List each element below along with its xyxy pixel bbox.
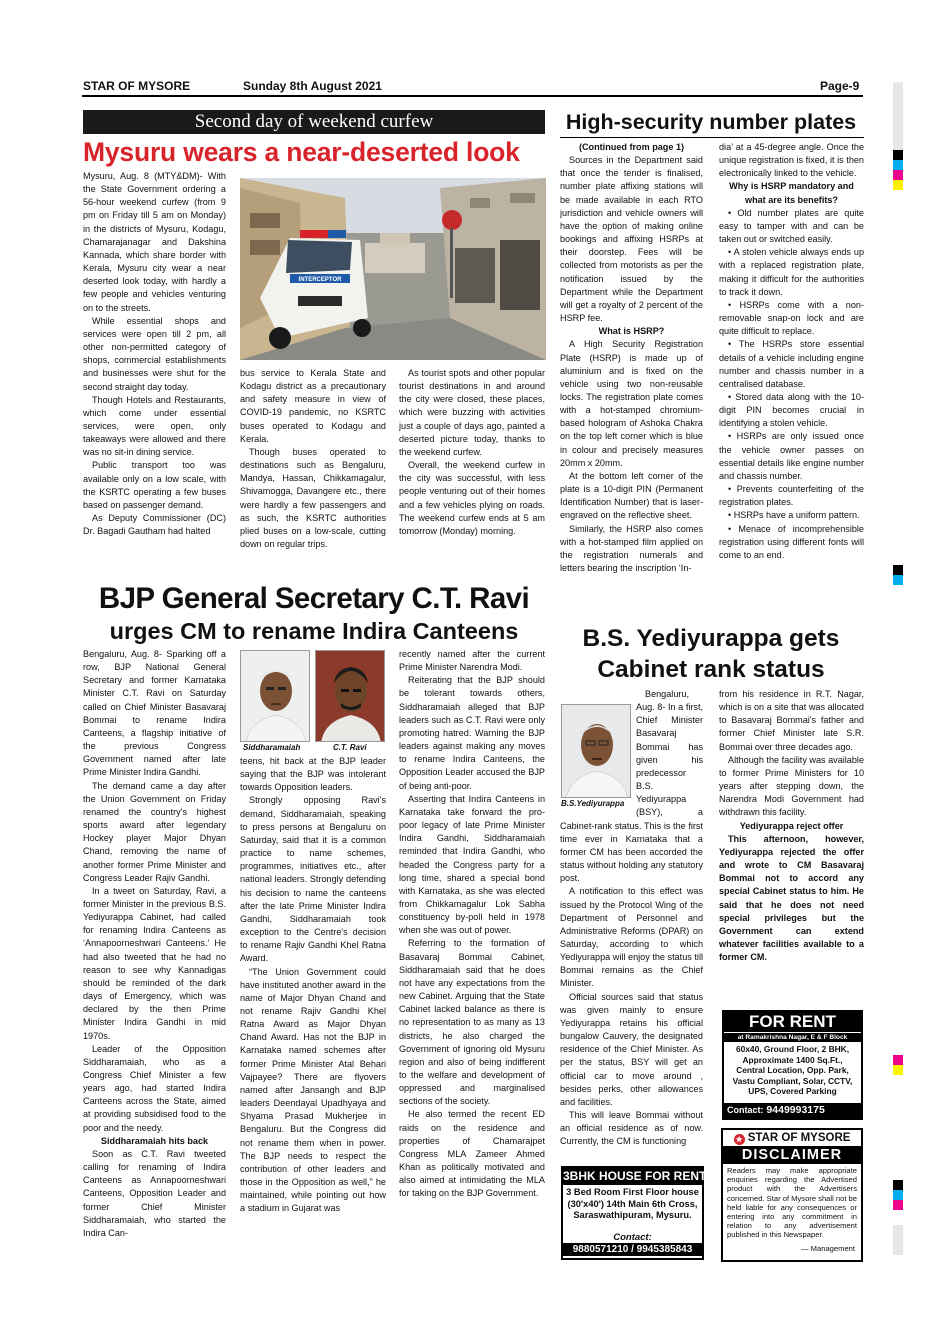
story1-paragraph: As tourist spots and other popular tourist destinations in and around the city were closed, these places, which were buzzing with activities just a couple of days ago, painted a deserted picture today, thanks to the weekend curfew. <box>399 368 545 457</box>
story4-headline-1: B.S. Yediyurappa gets <box>582 625 840 652</box>
story2-column-2 <box>240 755 386 1268</box>
story2-paragraph: teens, hit back at the BJP leader saying that the BJP was intolerant towards Opposition leaders. <box>240 756 386 793</box>
story3-paragraph: A High Security Registration Plate (HSRP) is made up of aluminium and is fixed on the vehicle using two non-reusable locks. The registration plate comes with a hot-stamped chromium-based hologram of Ashoka Chakra on the top left corner which is blue in colour and precisely measures 20mm x 20mm. <box>560 339 703 468</box>
story1-paragraph: As Deputy Commissioner (DC) Dr. Bagadi Gautham had halted <box>83 513 226 537</box>
for-rent-phone[interactable]: 9449993175 <box>766 1104 825 1116</box>
story3-bullet: • Stored data along with the 10-digit PIN becomes crucial in identifying a stolen vehicle. <box>719 391 864 429</box>
story2-paragraph: Referring to the formation of Basavaraj Bommai Cabinet, Siddharamaiah said that he does not have any expectations from the new Cabinet. Arguing that the State Cabinet lacked balance as there is no representation to as many as 13 districts, he also charged the Government of ignoring old Mysuru region and also of being indifferent to the welfare and development of oppressed and marginalised sections of the society. <box>399 938 545 1107</box>
disclaimer-text: Readers may make appropriate enquiries regarding the Advertised product with the Advertisers concerned. Star of Mysore shall not be held liable for any consequences or entering into any commitment in relation to any advertisement published in this Newspaper. <box>727 1166 858 1240</box>
3bhk-title: 3BHK HOUSE FOR RENT <box>563 1169 707 1183</box>
3bhk-ad <box>561 1166 707 1260</box>
registration-swatch-yellow <box>893 180 903 190</box>
disclaimer-box <box>721 1128 863 1262</box>
story1-paragraph: Though buses operated to destinations such as Bengaluru, Mandya, Hassan, Chikkamagalur, Shivamogga, Davangere etc., there were hardly a few passengers and as such, the KSRTC authorities plied buses on a low-scale, cutting down on regular trips. <box>240 446 386 550</box>
3bhk-contact-label: Contact: <box>613 1232 652 1243</box>
ct-ravi-caption: C.T. Ravi <box>333 743 367 752</box>
story1-paragraph: While essential shops and services were open till 2 pm, all other non-permitted category of shops, commercial establishments and businesses were shut for the second straight day today. <box>83 315 226 392</box>
registration-swatch-magenta <box>893 1055 903 1065</box>
story3-bullet: • Prevents counterfeiting of the registration plates. <box>719 484 864 508</box>
story3-bullet: • HSRPs come with a non-removable snap-on lock and are quite difficult to replace. <box>719 299 864 337</box>
masthead-date: Sunday 8th August 2021 <box>243 79 382 93</box>
story2-paragraph: Reiterating that the BJP should be tolerant towards others, Siddharamaiah alleged that BJP leaders such as C.T. Ravi were only promoting hatred. Warning the BJP leaders against making any moves to rename Indira Canteens, the Opposition Leader accused the BJP of being anti-poor. <box>399 675 545 791</box>
story4-paragraph: Official sources said that status was given mainly to ensure Yediyurappa retains his official bungalow Cauvery, the designated residence of the Chief Minister. As per the status, BSY will get an official car to move around , besides perks, other allowances and facilities. <box>560 991 703 1107</box>
for-rent-details: 60x40, Ground Floor, 2 BHK, Approximate 1400 Sq.Ft., Central Location, Opp. Park, Vastu Compliant, Solar, CCTV, UPS, Covered Parking <box>732 1044 853 1096</box>
masthead-page-number: Page-9 <box>820 79 860 93</box>
story2-paragraph: In a tweet on Saturday, Ravi, a former Minister in the previous B.S. Yediyurappa Cabinet, had called for renaming Indira Canteens as ‘Annapoorneshwari Canteens.’ He had also tweeted that he had no reason to see why Kannadigas should be reminded of the dark days of Emergency, which was declared by the then Prime Minister Indira Gandhi in mid 1970s. <box>83 885 226 1041</box>
story3-paragraph: dia’ at a 45-degree angle. Once the unique registration is fixed, it is then electronically linked to the vehicle. <box>719 142 864 179</box>
story2-paragraph: Bengaluru, Aug. 8- Sparking off a row, BJP National General Secretary and former Karnataka Minister C.T. Ravi on Saturday called on Chief Minister Basavaraj Bommai to rename Indira Canteens, a flagship initiative of the previous Congress Government named after late Prime Minister Indira Gandhi. <box>83 649 226 778</box>
story2-subhead: Siddharamaiah hits back <box>100 1135 209 1146</box>
story1-paragraph: Overall, the weekend curfew in the city was successful, with less people venturing out of their homes and a few vehicles plying on roads. The weekend curfew ends at 5 am tomorrow (Monday) morning. <box>399 460 545 536</box>
story1-paragraph: Mysuru, Aug. 8 (MTY&DM)- With the State Government ordering a 56-hour weekend curfew (from 9 pm on Friday till 5 am on Monday) in the districts of Mysuru, Kodagu, Chamarajanagar and Dakshina Kannada, which share border with Kerala, Mysuru city wear a near deserted look today, with hardly a few people and vehicles venturing on to the streets. <box>83 171 226 313</box>
story3-bullet: • The HSRPs store essential details of a vehicle including engine number and chassis number in a centralised database. <box>719 339 864 389</box>
story4-paragraph: This will leave Bommai without an official residence as of now. Currently, the CM is functioning <box>560 1110 703 1147</box>
registration-swatch-magenta <box>893 170 903 180</box>
story2-paragraph: Strongly opposing Ravi's demand, Siddharamaiah, speaking to press persons at Bengaluru on Saturday, said that it is a common practice to name schemes, programmes, initiatives etc., after national leaders. Strongly defending his decision to name the canteens after the late Prime Minister Indira Gandhi, Siddharamaiah took exception to the Centre's decision to rename Rajiv Gandhi Khel Ratna Award. <box>240 795 386 964</box>
story4-column-1 <box>560 688 703 1158</box>
deserted-street-illustration <box>240 178 546 360</box>
for-rent-contact-row <box>724 1103 861 1118</box>
interceptor-label: INTERCEPTOR <box>298 277 342 283</box>
story4-headline-2: Cabinet rank status <box>597 656 825 683</box>
story2-headline-2: urges CM to rename Indira Canteens <box>109 618 519 644</box>
story3-bullet: • HSRPs are only issued once the vehicle owner passes on essential details like engine number and chassis number. <box>719 431 864 481</box>
siddharamaiah-photo <box>240 650 310 742</box>
ct-ravi-photo <box>315 650 385 742</box>
disclaimer-logo-row <box>723 1130 861 1147</box>
story1-kicker: Second day of weekend curfew <box>194 111 434 132</box>
story3-bullet: • A stolen vehicle always ends up with a replaced registration plate, making it difficult for the authorities to track it down. <box>719 247 864 297</box>
story2-paragraph: Soon as C.T. Ravi tweeted calling for renaming of Indira Canteens as Annapoorneshwari Canteens, Opposition Leader and former Chief Minister Siddharamaiah, who started the Indira Can- <box>83 1148 226 1238</box>
story3-bullet: • HSRPs have a uniform pattern. <box>728 510 860 521</box>
story3-paragraph: Sources in the Department said that once the tender is finalised, number plate affixing stations will be made available in each RTO jurisdiction and vehicle owners will have the option of making online bookings and affixing HSRPs at their doorstep. Fees will be collected from motorists as per the notification issued by the Department while the Department will get a royalty of 2 percent of the HSRP fee. <box>560 155 703 324</box>
story3-headline-rule <box>560 137 864 138</box>
story1-street-photo <box>240 178 546 360</box>
for-rent-ad <box>722 1010 863 1120</box>
story2-paragraph: The demand came a day after the Union Government on Friday renamed the country's highest sports award after legendary Hockey player Major Dhyan Chand, removing the name of another former Prime Minister and Congress Leader Rajiv Gandhi. <box>83 780 226 883</box>
disclaimer-sign: — Management <box>800 1244 855 1253</box>
masthead-rule <box>82 95 863 97</box>
story1-column-1 <box>83 170 226 572</box>
story1-column-3 <box>399 367 545 573</box>
story2-paragraph: “The Union Government could have instituted another award in the name of Major Dhyan Chand and not rename Rajiv Gandhi Khel Ratna Award as Major Dhyan Chand Award. Has not the BJP in Karnataka named schemes after former Prime Minister Atal Behari Vajpayee? There are flyovers named after Jansangh and BJP leaders Deendayal Upadhyaya and Shyama Prasad Mukherjee in Bengaluru. But the Congress did not rename them when in power. The BJP needs to respect the contribution of other leaders and those in the Opposition as well,” he maintained, while pointing out how a stadium in Gujarat was <box>240 966 386 1214</box>
story4-paragraph: Bengaluru, Aug. 8- In a first, Chief Minister Basavaraj Bommai has given his predecessor B.S. Yediyurappa (BSY), a Cabinet-rank status. This is the first time ever in Karnataka that a former CM has been accorded the status without holding any statutory post. <box>560 689 703 884</box>
story3-bullet: • Old number plates are quite easy to tamper with and can be taken out or switched easily. <box>719 207 864 245</box>
story3-subhead: What is HSRP? <box>598 326 665 337</box>
story3-subhead: Why is HSRP mandatory and what are its benefits? <box>729 181 854 205</box>
story1-headline: Mysuru wears a near-deserted look <box>83 137 520 167</box>
masthead-paper-name: STAR OF MYSORE <box>83 79 191 93</box>
story4-paragraph: This afternoon, however, Yediyurappa rejected the offer and wrote to CM Basavaraj Bommai not to accord any special Cabinet status to him. He said that he does not need special privileges but the Government can extend whatever facilities available to a former CM. <box>719 833 864 963</box>
story4-column-2 <box>719 688 864 1003</box>
story2-paragraph: Leader of the Opposition Siddharamaiah, who as a Congress Chief Minister a few years ago, had started Indira Canteens across the State, aimed at providing subsidised food to the poor and the needy. <box>83 1043 226 1133</box>
3bhk-details: 3 Bed Room First Floor house (30'x40') 14th Main 6th Cross, Saraswathipuram, Mysuru. <box>566 1187 699 1220</box>
registration-swatch-yellow <box>893 1065 903 1075</box>
disclaimer-logo: STAR OF MYSORE <box>747 1132 851 1144</box>
registration-swatch-cyan <box>893 1190 903 1200</box>
siddharamaiah-caption: Siddharamaiah <box>243 743 301 752</box>
story1-paragraph: Though Hotels and Restaurants, which come under essential services, were open, only takeaways were allowed and there was no sit-in dining service. <box>83 394 226 458</box>
story4-paragraph: Although the facility was available to former Prime Ministers for 10 years after stepping down, the Narendra Modi Government had withdrawn this facility. <box>719 754 864 818</box>
story3-headline: High-security number plates <box>565 110 857 134</box>
story2-paragraph: recently named after the current Prime Minister Narendra Modi. <box>399 649 545 673</box>
story2-paragraph: He also termed the recent ED raids on the residence and properties of Chamarajpet Congress MLA Zameer Ahmed Khan as politically motivated and also aimed at intimidating the MLA for taking on the BJP Government. <box>399 1109 545 1199</box>
story1-column-2 <box>240 367 386 573</box>
registration-swatch-black <box>893 150 903 160</box>
story1-paragraph: bus service to Kerala State and Kodagu district as a precautionary and safety measure in view of COVID-19 pandemic, no KSRTC buses operated to Kodagu and Kerala. <box>240 368 386 444</box>
story2-paragraph: Asserting that Indira Canteens in Karnataka take forward the pro-poor legacy of late Prime Minister Indira Gandhi, Siddharamaiah reminded that Indira Gandhi, who headed the Congress party for a long time, shared a special bond with Karnataka, as she was elected from Chikkamagalur Lok Sabha constituency by-poll held in 1978 when she was out of power. <box>399 793 545 936</box>
story3-column-1 <box>560 141 703 619</box>
registration-swatch-magenta <box>893 1200 903 1210</box>
story4-paragraph: A notification to this effect was issued by the Protocol Wing of the Department of Personnel and Administrative Reforms (DPAR) on Saturday, according to which Yediyurappa will enjoy the status till Bommai remains as the Chief Minister. <box>560 886 703 989</box>
photo-wrap-spacer <box>560 688 636 812</box>
3bhk-phone[interactable]: 9880571210 / 9945385843 <box>563 1243 702 1256</box>
story3-continued: (Continued from page 1) <box>578 142 685 152</box>
story3-bullet: • Menace of incomprehensible registration using different fonts will come to an end. <box>719 523 864 560</box>
registration-swatch-cyan <box>893 575 903 585</box>
registration-swatch-black <box>893 1180 903 1190</box>
disclaimer-title: DISCLAIMER <box>723 1147 861 1164</box>
for-rent-location: at Ramakrishna Nagar, E & F Block <box>724 1032 861 1042</box>
story4-paragraph: from his residence in R.T. Nagar, which is on a site that was allocated to Basavaraj Bommai's father and former Chief Minister late S.R. Bommai over three decades ago. <box>719 689 864 752</box>
for-rent-title: FOR RENT <box>724 1012 861 1032</box>
story3-column-2 <box>719 141 864 619</box>
story3-paragraph: Similarly, the HSRP also comes with a hot-stamped film applied on the registration numerals and letters bearing the inscription ‘In- <box>560 523 703 573</box>
story2-headline-1: BJP General Secretary C.T. Ravi <box>98 582 530 615</box>
star-emblem-icon: ★ <box>735 1135 743 1144</box>
story1-paragraph: Public transport too was available only on a low scale, with the KSRTC operating a few buses based on passenger demand. <box>83 460 226 510</box>
registration-swatch-cyan <box>893 160 903 170</box>
story2-column-3 <box>399 648 545 1268</box>
registration-swatch-black <box>893 565 903 575</box>
story4-subhead: Yediyurappa reject offer <box>739 820 844 831</box>
story3-paragraph: At the bottom left corner of the plate is a 10-digit PIN (Permanent Identification Number) that is laser-engraved on the reflective sheet. <box>560 470 703 521</box>
story2-column-1 <box>83 648 226 1268</box>
yediyurappa-caption: B.S.Yediyurappa <box>561 799 625 808</box>
registration-strip-bottom <box>893 1225 903 1255</box>
for-rent-contact-label: Contact: <box>727 1105 764 1115</box>
